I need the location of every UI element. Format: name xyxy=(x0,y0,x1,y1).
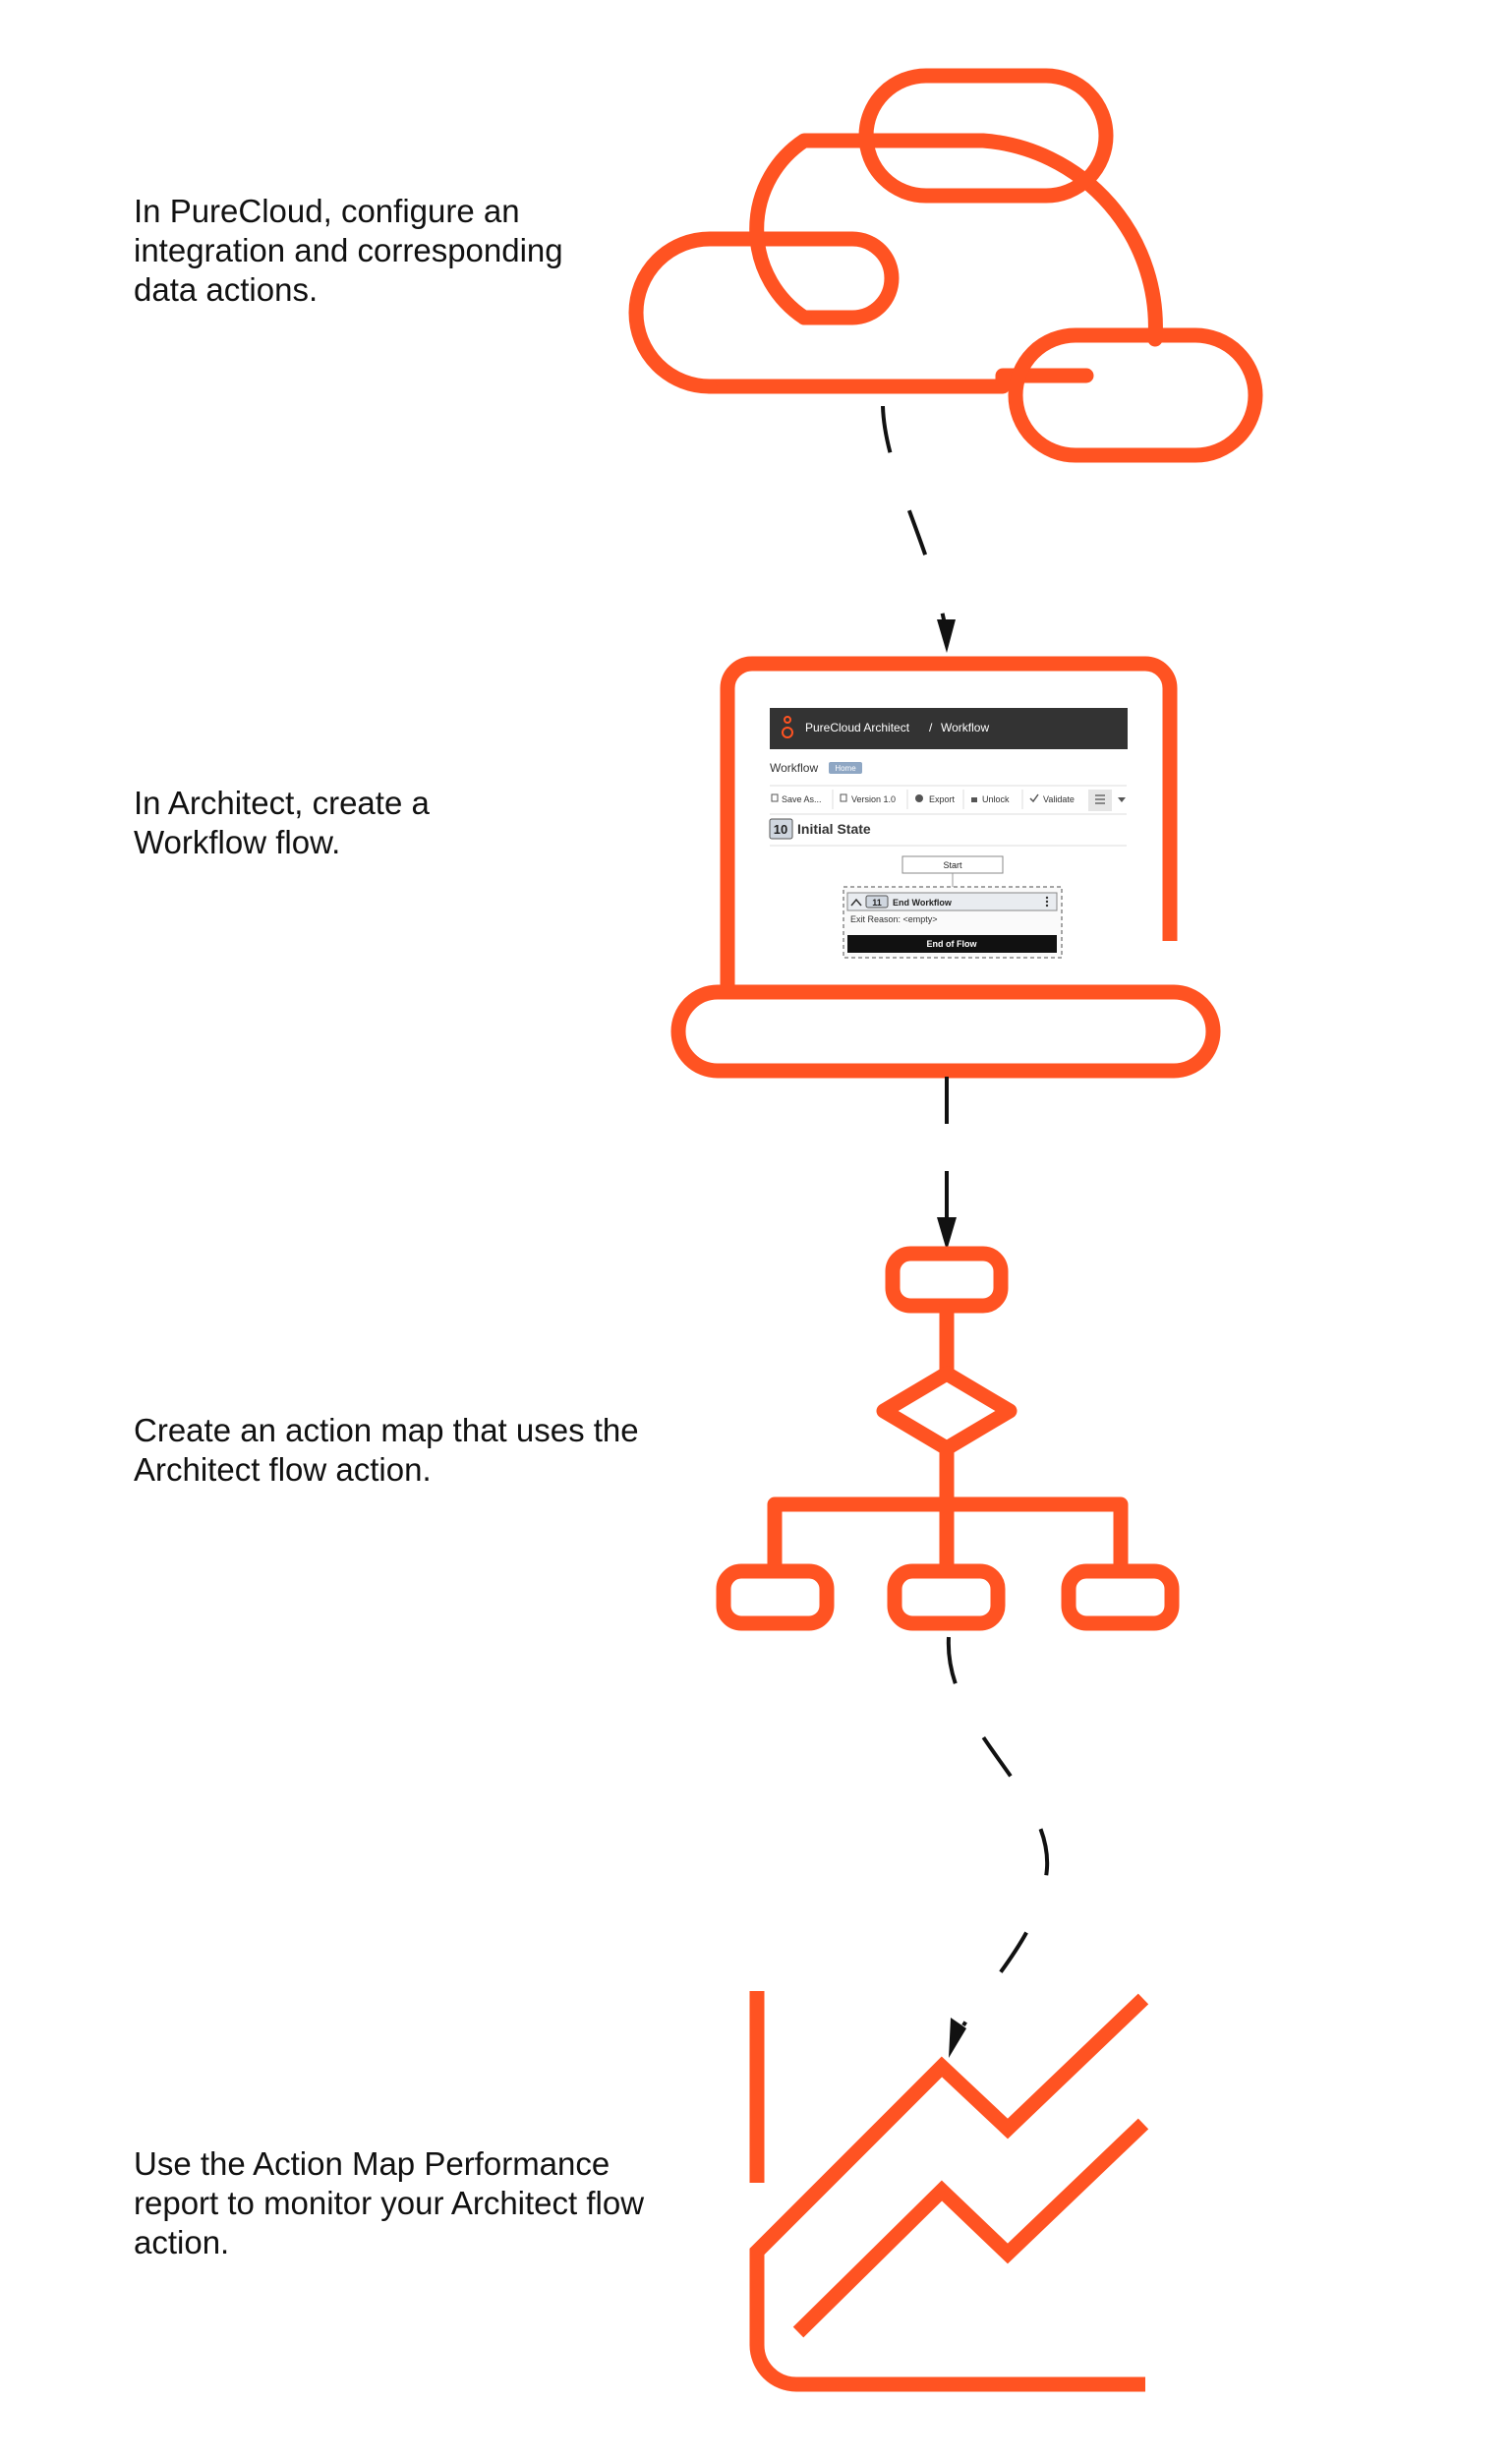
export-label: Export xyxy=(929,794,956,804)
step-4-line: Use the Action Map Performance xyxy=(134,2145,611,2182)
step-1-line: data actions. xyxy=(134,271,319,308)
connector-arrow xyxy=(937,1077,957,1251)
step-4-line: action. xyxy=(134,2224,230,2260)
flow-type-label: Workflow xyxy=(770,761,819,775)
architect-screenshot xyxy=(767,705,1128,964)
breadcrumb-page[interactable]: Workflow xyxy=(941,721,990,734)
breadcrumb-app[interactable]: PureCloud Architect xyxy=(805,721,910,734)
step-3-line: Architect flow action. xyxy=(134,1451,432,1488)
step-3-line: Create an action map that uses the xyxy=(134,1412,639,1448)
flow-badge-label: Home xyxy=(835,764,856,773)
action-number: 11 xyxy=(872,898,882,908)
step-1-line: In PureCloud, configure an xyxy=(134,193,520,229)
breadcrumb-separator: / xyxy=(929,721,933,734)
connector-arrow xyxy=(883,406,956,653)
step-2-line: In Architect, create a xyxy=(134,785,430,821)
start-label: Start xyxy=(943,860,962,870)
unlock-label: Unlock xyxy=(982,794,1010,804)
exit-reason: Exit Reason: <empty> xyxy=(850,914,938,924)
validate-label: Validate xyxy=(1043,794,1075,804)
state-title[interactable]: Initial State xyxy=(797,821,871,837)
flowchart-icon xyxy=(724,1254,1172,1623)
step-2-line: Workflow flow. xyxy=(134,824,341,860)
unlock-icon xyxy=(971,797,977,802)
state-number: 10 xyxy=(773,822,788,837)
step-4-line: report to monitor your Architect flow xyxy=(134,2185,645,2221)
end-of-flow-label: End of Flow xyxy=(926,939,977,949)
cloud-download-icon xyxy=(915,794,923,802)
version-label: Version 1.0 xyxy=(851,794,897,804)
action-menu-icon[interactable] xyxy=(1046,897,1048,907)
cloud-icon xyxy=(636,76,1255,455)
save-as-label: Save As... xyxy=(782,794,822,804)
step-1-line: integration and corresponding xyxy=(134,232,563,268)
list-view-button[interactable] xyxy=(1088,790,1112,811)
connector-arrow xyxy=(949,1637,1047,2058)
action-title: End Workflow xyxy=(893,898,952,908)
